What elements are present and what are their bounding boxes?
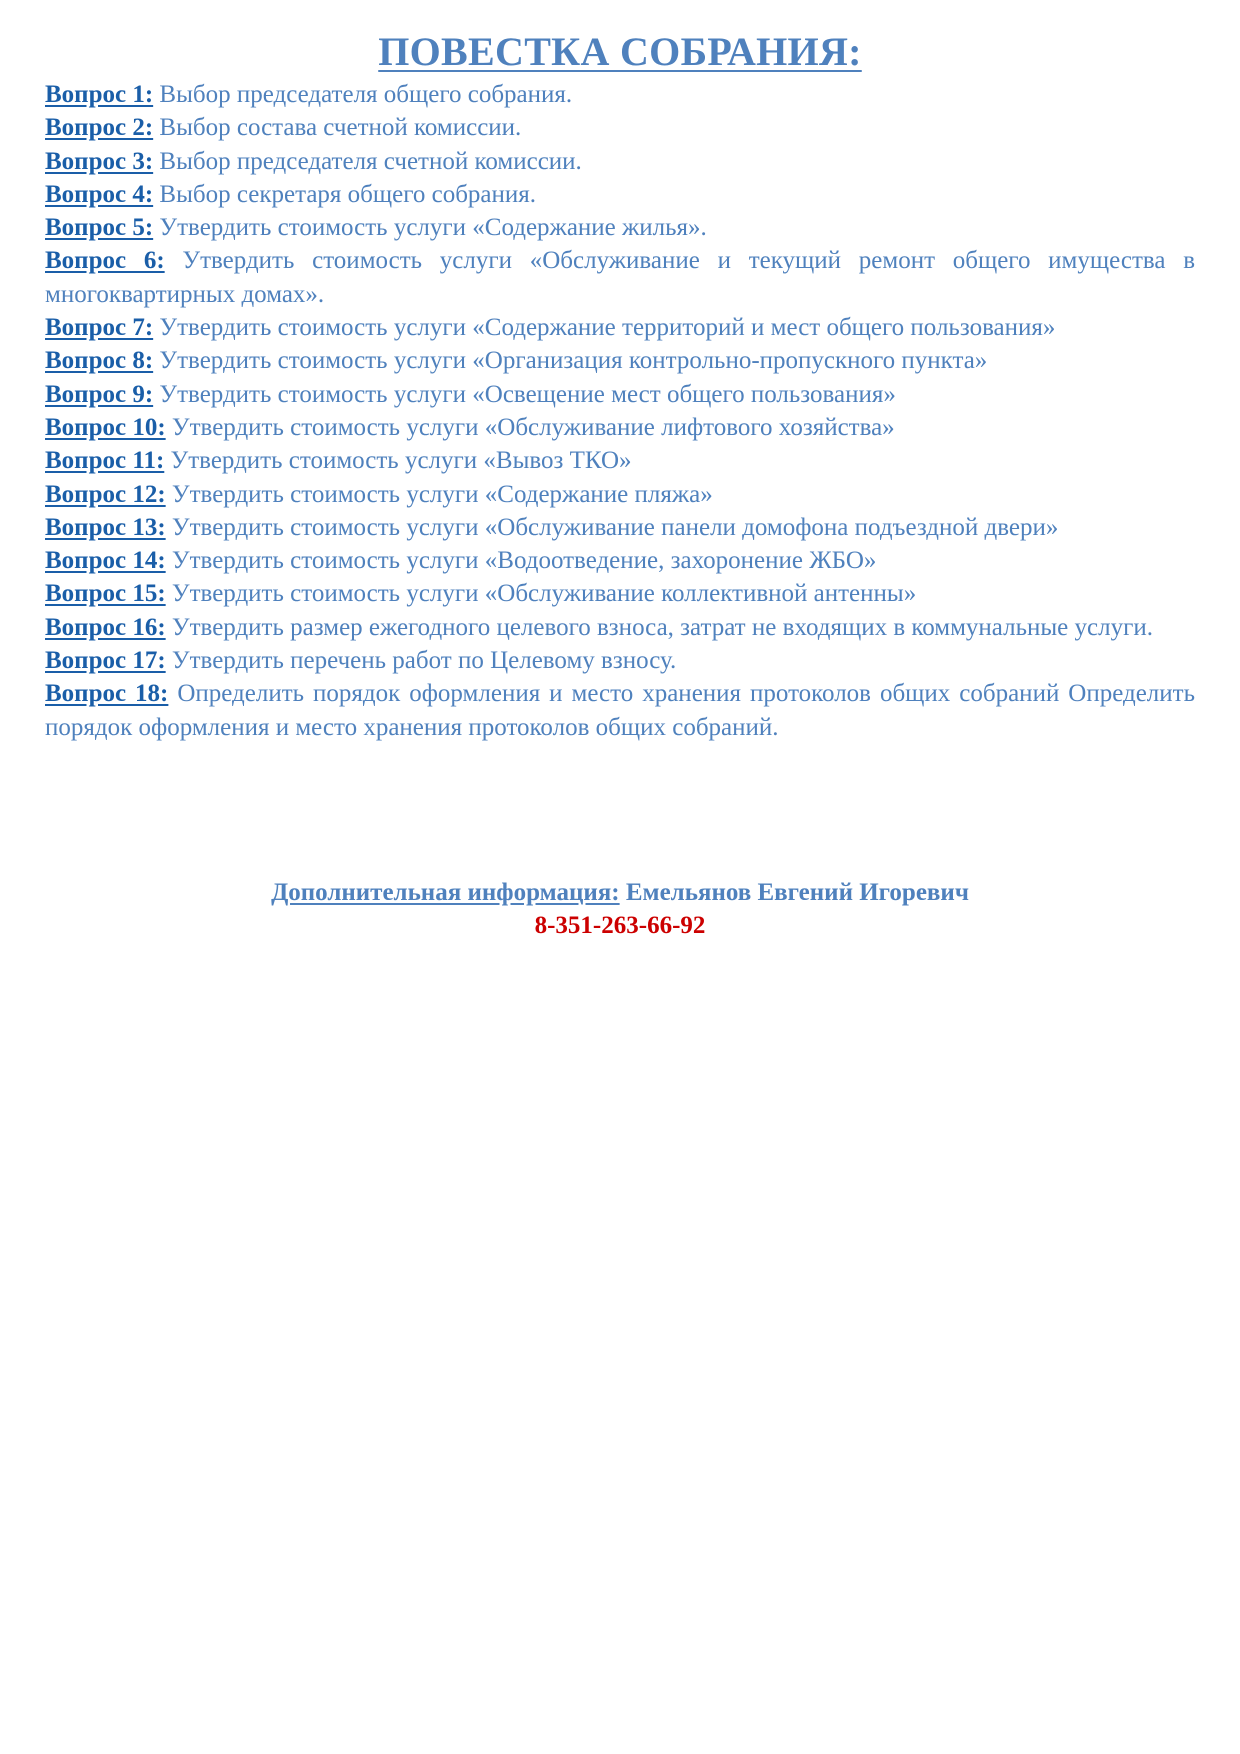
agenda-item: [45, 244, 1195, 311]
question-text: Утвердить стоимость услуги «Освещение мест общего пользования»: [153, 380, 896, 408]
agenda-item: [45, 78, 1195, 111]
agenda-item: [45, 111, 1195, 144]
agenda-item: [45, 145, 1195, 178]
question-label: Вопрос 15:: [45, 580, 166, 608]
question-text: Выбор состава счетной комиссии.: [153, 114, 522, 142]
agenda-item: [45, 378, 1195, 411]
question-text: Утвердить размер ежегодного целевого взноса, затрат не входящих в коммунальные услуги.: [165, 613, 1153, 641]
question-text: Утвердить стоимость услуги «Организация контрольно-пропускного пункта»: [153, 347, 988, 375]
agenda-item: [45, 544, 1195, 577]
question-text: Утвердить стоимость услуги «Обслуживание панели домофона подъездной двери»: [165, 513, 1059, 541]
question-text: Утвердить стоимость услуги «Обслуживание и текущий ремонт общего имущества в многоквартирных домах».: [45, 247, 1195, 308]
agenda-item: [45, 178, 1195, 211]
agenda-item: [45, 344, 1195, 377]
question-label: Вопрос 3:: [45, 147, 154, 175]
question-text: Выбор председателя счетной комиссии.: [153, 147, 582, 175]
question-label: Вопрос 1:: [45, 81, 154, 108]
question-label: Вопрос 4:: [45, 180, 154, 208]
question-text: Утвердить стоимость услуги «Содержание территорий и мест общего пользования»: [153, 314, 1056, 342]
question-text: Утвердить стоимость услуги «Вывоз ТКО»: [164, 447, 632, 475]
question-label: Вопрос 14:: [45, 547, 166, 575]
question-label: Вопрос 13:: [45, 513, 166, 541]
question-label: Вопрос 2:: [45, 114, 154, 142]
contact-phone: 8-351-263-66-92: [534, 912, 706, 939]
question-text: Утвердить перечень работ по Целевому взносу.: [165, 647, 677, 675]
agenda-item: [45, 478, 1195, 511]
agenda-item: [45, 311, 1195, 344]
additional-info: [0, 876, 1240, 909]
question-text: Утвердить стоимость услуги «Обслуживание лифтового хозяйства»: [165, 413, 895, 441]
agenda-item: [45, 411, 1195, 444]
question-label: Вопрос 10:: [45, 413, 166, 441]
agenda-item: [45, 444, 1195, 477]
question-label: Вопрос 11:: [45, 447, 165, 475]
question-label: Вопрос 18:: [45, 680, 169, 708]
agenda-item: [45, 511, 1195, 544]
agenda-item: [45, 577, 1195, 610]
question-label: Вопрос 8:: [45, 347, 154, 375]
question-label: Вопрос 5:: [45, 214, 154, 242]
agenda-item: [45, 677, 1195, 744]
question-text: Утвердить стоимость услуги «Водоотведение, захоронение ЖБО»: [165, 547, 877, 575]
question-label: Вопрос 6:: [45, 247, 165, 275]
question-text: Утвердить стоимость услуги «Содержание жилья».: [153, 214, 707, 242]
question-text: Утвердить стоимость услуги «Обслуживание коллективной антенны»: [165, 580, 917, 608]
question-text: Определить порядок оформления и место хранения протоколов общих собраний Определить порядок оформления и место хранения протоколов общих собраний.: [45, 680, 1195, 741]
question-label: Вопрос 12:: [45, 480, 166, 508]
agenda-item: [45, 211, 1195, 244]
agenda-item: [45, 644, 1195, 677]
question-text: Выбор секретаря общего собрания.: [153, 180, 537, 208]
contact-name: Емельянов Евгений Игоревич: [619, 879, 969, 906]
page-title: ПОВЕСТКА СОБРАНИЯ:: [378, 29, 862, 74]
question-label: Вопрос 17:: [45, 647, 166, 675]
agenda-item: [45, 611, 1195, 644]
question-text: Выбор председателя общего собрания.: [153, 81, 573, 108]
question-text: Утвердить стоимость услуги «Содержание пляжа»: [165, 480, 713, 508]
question-label: Вопрос 7:: [45, 314, 154, 342]
additional-info-label: Дополнительная информация:: [271, 879, 620, 906]
agenda-list: [45, 78, 1195, 744]
question-label: Вопрос 9:: [45, 380, 154, 408]
question-label: Вопрос 16:: [45, 613, 166, 641]
